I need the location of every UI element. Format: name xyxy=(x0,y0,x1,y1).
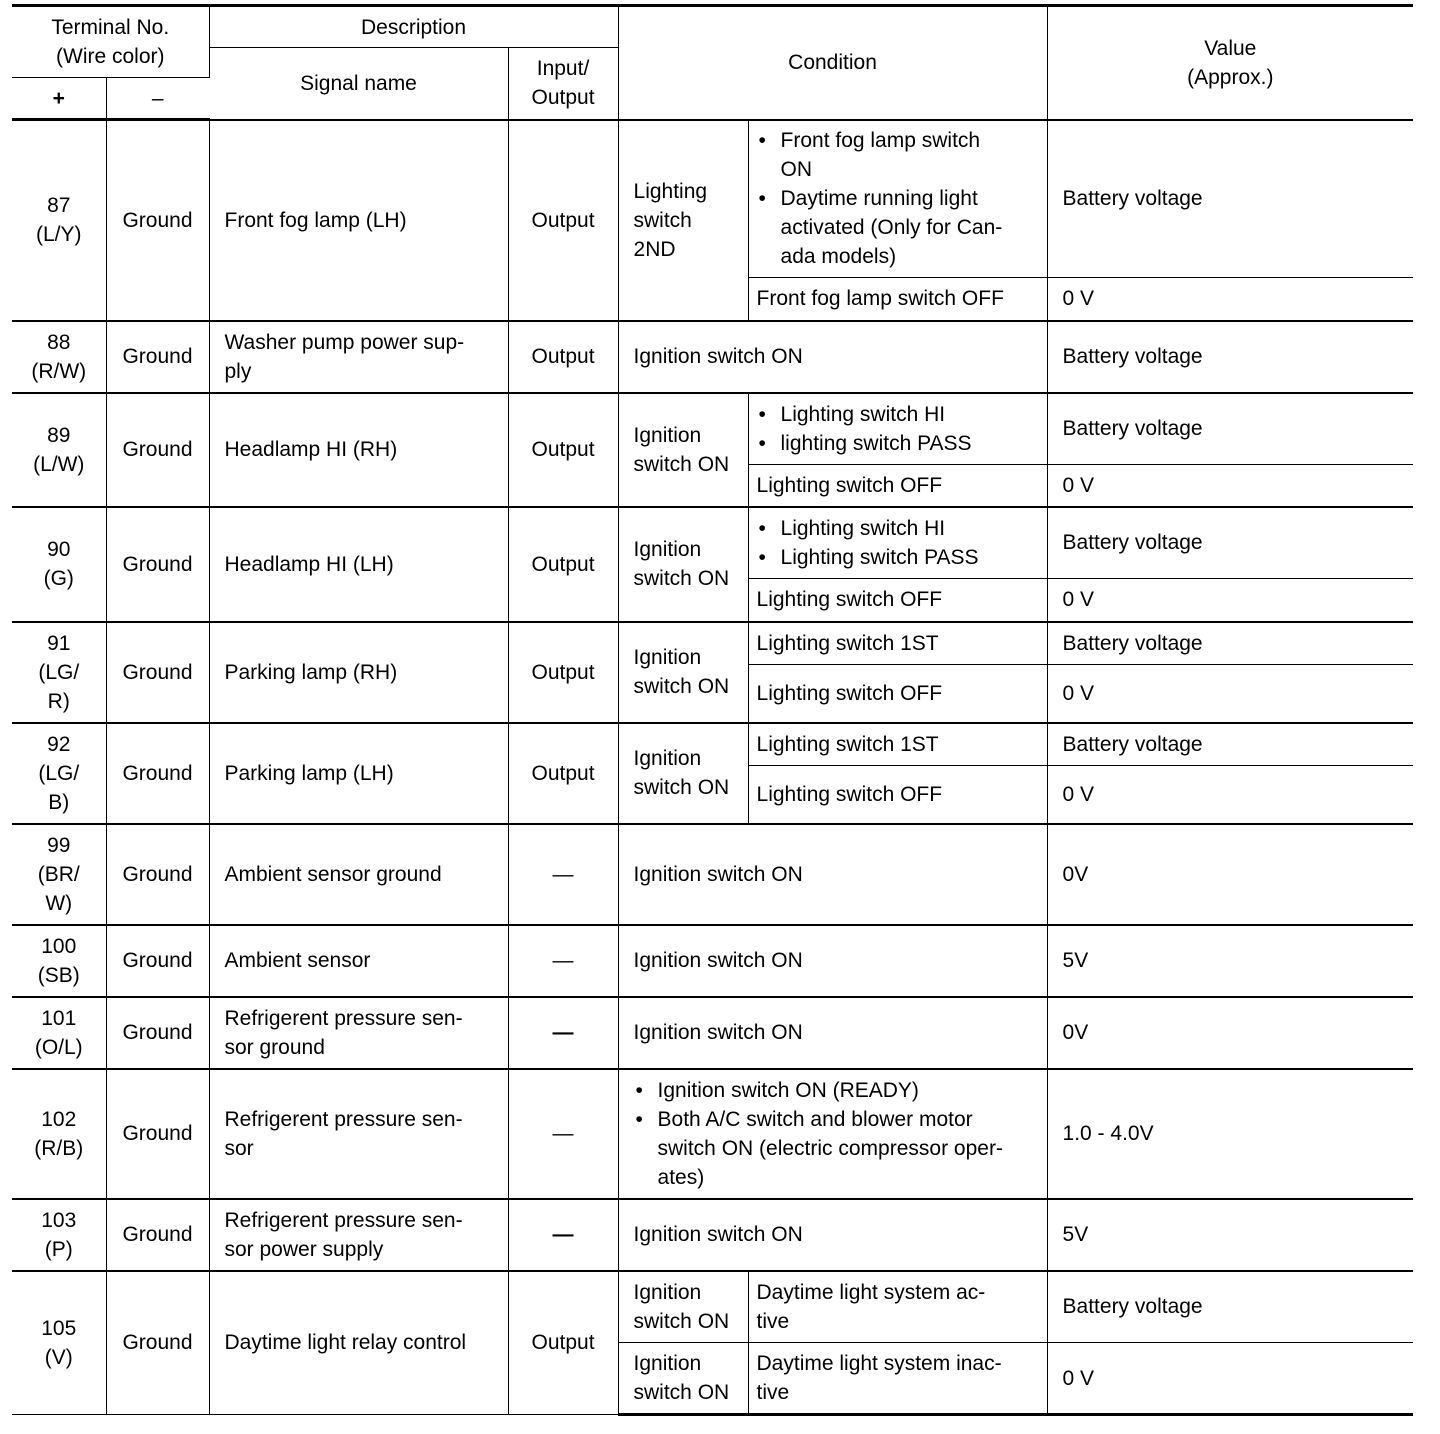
condition-main-line: switch ON xyxy=(633,1381,730,1404)
io-type: — xyxy=(508,824,618,925)
condition-main xyxy=(618,393,748,507)
terminal-number: 90 xyxy=(47,538,71,561)
condition-sub xyxy=(748,507,1047,579)
signal-name xyxy=(209,997,508,1069)
io-type: Output xyxy=(508,393,618,507)
terminal-number: 101 xyxy=(41,1006,77,1030)
value-cell: 0 V xyxy=(1047,579,1413,622)
condition-bullet: • lighting switch PASS xyxy=(757,429,1039,458)
wire-color: (P) xyxy=(44,1237,73,1261)
table-row xyxy=(12,393,1413,465)
wire-color: (SB) xyxy=(37,963,80,987)
condition-bullet: • Lighting switch HI xyxy=(757,514,1039,543)
condition-main xyxy=(618,1271,748,1343)
condition-main xyxy=(618,507,748,622)
signal-name: Front fog lamp (LH) xyxy=(209,120,508,321)
minus-terminal: Ground xyxy=(106,622,209,723)
condition-bullet: • Lighting switch PASS xyxy=(757,543,1039,572)
condition-sub: Lighting switch 1ST xyxy=(748,622,1047,665)
table-row xyxy=(12,723,1413,766)
value-cell: 0 V xyxy=(1047,278,1413,321)
signal-line: Washer pump power sup- xyxy=(224,330,465,354)
value-cell: 0 V xyxy=(1047,1343,1413,1415)
condition-sub xyxy=(748,393,1047,465)
io-type: — xyxy=(508,1199,618,1271)
io-type: Output xyxy=(508,120,618,321)
minus-terminal: Ground xyxy=(106,120,209,321)
signal-name xyxy=(209,321,508,393)
table-row xyxy=(12,1271,1413,1343)
condition-cell: Ignition switch ON xyxy=(618,824,1047,925)
condition-sub: Lighting switch OFF xyxy=(748,665,1047,723)
terminal-no-label: Terminal No. xyxy=(51,16,170,39)
signal-line: Refrigerent pressure sen- xyxy=(224,1006,463,1030)
value-cell: Battery voltage xyxy=(1047,622,1413,665)
io-type: — xyxy=(508,925,618,997)
bullet-line: • Daytime running light xyxy=(780,187,978,211)
condition-sub: Lighting switch 1ST xyxy=(748,723,1047,766)
condition-main xyxy=(618,1343,748,1415)
condition-header: Condition xyxy=(618,6,1047,120)
condition-main xyxy=(618,120,748,321)
terminal-cell xyxy=(12,393,106,507)
signal-name: Daytime light relay control xyxy=(209,1271,508,1415)
signal-name: Ambient sensor ground xyxy=(209,824,508,925)
wire-color-label: (Wire color) xyxy=(56,45,165,68)
condition-main-line: switch ON xyxy=(633,776,730,799)
condition-main-line: switch ON xyxy=(633,1309,730,1333)
signal-line: sor ground xyxy=(224,1035,325,1059)
condition-sub-line: Daytime light system ac- xyxy=(756,1280,986,1304)
approx-label: (Approx.) xyxy=(1187,65,1274,89)
terminal-cell xyxy=(12,622,106,723)
value-cell: 1.0 - 4.0V xyxy=(1047,1069,1413,1199)
minus-terminal: Ground xyxy=(106,824,209,925)
value-cell: Battery voltage xyxy=(1047,1271,1413,1343)
terminal-cell xyxy=(12,925,106,997)
condition-main xyxy=(618,723,748,824)
condition-cell: Ignition switch ON xyxy=(618,1199,1047,1271)
table-row xyxy=(12,321,1413,393)
condition-main-line: Ignition xyxy=(633,646,702,669)
condition-main-line: Ignition xyxy=(633,1352,702,1375)
terminal-number: 89 xyxy=(47,423,71,447)
bullet-line: • Ignition switch ON (READY) xyxy=(657,1078,919,1102)
bullet-line: • Both A/C switch and blower motor xyxy=(657,1107,973,1131)
wire-color: (O/L) xyxy=(34,1035,83,1059)
terminal-no-header xyxy=(12,6,209,78)
value-header xyxy=(1047,6,1413,120)
signal-name: Headlamp HI (LH) xyxy=(209,507,508,622)
condition-sub xyxy=(748,120,1047,278)
value-cell: Battery voltage xyxy=(1047,321,1413,393)
signal-name: Parking lamp (LH) xyxy=(209,723,508,824)
io-type: Output xyxy=(508,507,618,622)
minus-terminal: Ground xyxy=(106,507,209,622)
condition-bullet xyxy=(757,126,1039,184)
wire-color: (L/Y) xyxy=(35,223,82,247)
condition-sub xyxy=(748,1343,1047,1415)
terminal-number: 100 xyxy=(41,934,77,958)
minus-terminal: Ground xyxy=(106,1069,209,1199)
input-output-header xyxy=(508,48,618,120)
wire-color: (V) xyxy=(44,1345,73,1369)
bullet-line: switch ON (electric compressor oper- xyxy=(657,1136,1003,1160)
condition-main-line: switch ON xyxy=(633,452,730,476)
wire-color: (R/B) xyxy=(34,1136,84,1160)
terminal-cell xyxy=(12,723,106,824)
value-cell: 0V xyxy=(1047,824,1413,925)
io-type: Output xyxy=(508,723,618,824)
condition-bullet: • Lighting switch HI xyxy=(757,400,1039,429)
minus-terminal: Ground xyxy=(106,925,209,997)
condition-main-line: Ignition xyxy=(633,538,702,561)
io-type: Output xyxy=(508,1271,618,1415)
io-type: Output xyxy=(508,622,618,723)
terminal-number: 92 xyxy=(47,732,71,756)
description-header: Description xyxy=(209,6,618,48)
terminal-cell xyxy=(12,1069,106,1199)
condition-sub-line: Daytime light system inac- xyxy=(756,1352,1002,1375)
condition-main-line: Lighting xyxy=(633,179,708,203)
value-cell: Battery voltage xyxy=(1047,723,1413,766)
minus-terminal: Ground xyxy=(106,1199,209,1271)
condition-main-line: switch ON xyxy=(633,567,730,590)
signal-line: Refrigerent pressure sen- xyxy=(224,1107,463,1131)
condition-main-line: 2ND xyxy=(633,237,676,261)
minus-terminal: Ground xyxy=(106,393,209,507)
plus-header: + xyxy=(12,78,106,120)
output-label: Output xyxy=(531,86,595,110)
wire-color: B) xyxy=(48,790,70,814)
wire-color: (R/W) xyxy=(31,359,87,383)
minus-terminal: Ground xyxy=(106,321,209,393)
terminal-cell xyxy=(12,1271,106,1415)
signal-name: Ambient sensor xyxy=(209,925,508,997)
condition-sub-line: tive xyxy=(756,1381,790,1404)
terminal-cell xyxy=(12,507,106,622)
signal-name: Headlamp HI (RH) xyxy=(209,393,508,507)
minus-terminal: Ground xyxy=(106,1271,209,1415)
terminal-number: 105 xyxy=(41,1316,77,1340)
wire-color: R) xyxy=(47,689,70,713)
terminal-number: 91 xyxy=(47,631,71,655)
value-cell: Battery voltage xyxy=(1047,507,1413,579)
terminal-number: 102 xyxy=(41,1107,77,1131)
signal-name: Parking lamp (RH) xyxy=(209,622,508,723)
terminal-cell xyxy=(12,120,106,321)
condition-sub: Front fog lamp switch OFF xyxy=(748,278,1047,321)
io-type: — xyxy=(508,1069,618,1199)
wire-color: W) xyxy=(45,891,73,915)
terminal-spec-table xyxy=(12,4,1413,1416)
table-row xyxy=(12,1069,1413,1199)
terminal-number: 103 xyxy=(41,1208,77,1232)
table-row xyxy=(12,622,1413,665)
condition-main xyxy=(618,622,748,723)
condition-cell: Ignition switch ON xyxy=(618,997,1047,1069)
condition-bullet xyxy=(634,1076,1043,1105)
condition-sub: Lighting switch OFF xyxy=(748,579,1047,622)
minus-terminal: Ground xyxy=(106,997,209,1069)
terminal-cell xyxy=(12,997,106,1069)
minus-header: – xyxy=(106,78,209,120)
value-cell: 5V xyxy=(1047,1199,1413,1271)
table-row xyxy=(12,120,1413,278)
bullet-line: activated (Only for Can- xyxy=(780,216,1003,240)
condition-bullet xyxy=(634,1105,1043,1192)
wire-color: (G) xyxy=(43,567,74,590)
signal-name-header: Signal name xyxy=(209,48,508,120)
value-cell: 0 V xyxy=(1047,465,1413,507)
terminal-number: 99 xyxy=(47,833,71,857)
condition-cell: Ignition switch ON xyxy=(618,925,1047,997)
signal-line: sor power supply xyxy=(224,1237,384,1261)
wire-color: (BR/ xyxy=(37,862,80,886)
value-label: Value xyxy=(1204,36,1257,60)
terminal-cell xyxy=(12,321,106,393)
condition-main-line: switch ON xyxy=(633,675,730,698)
io-type: — xyxy=(508,997,618,1069)
terminal-cell xyxy=(12,1199,106,1271)
table-row xyxy=(12,925,1413,997)
signal-name xyxy=(209,1199,508,1271)
terminal-number: 87 xyxy=(47,194,71,218)
terminal-cell xyxy=(12,824,106,925)
signal-name xyxy=(209,1069,508,1199)
value-cell: 0 V xyxy=(1047,665,1413,723)
table-row xyxy=(12,997,1413,1069)
minus-terminal: Ground xyxy=(106,723,209,824)
bullet-line: ON xyxy=(780,158,813,182)
value-cell: 5V xyxy=(1047,925,1413,997)
condition-cell: Ignition switch ON xyxy=(618,321,1047,393)
table-row xyxy=(12,1199,1413,1271)
signal-line: Refrigerent pressure sen- xyxy=(224,1208,463,1232)
condition-main-line: Ignition xyxy=(633,747,702,770)
value-cell: Battery voltage xyxy=(1047,393,1413,465)
table-row xyxy=(12,507,1413,579)
condition-main-line: Ignition xyxy=(633,1280,702,1304)
input-label: Input/ xyxy=(536,57,590,81)
terminal-number: 88 xyxy=(47,330,71,354)
condition-main-line: Ignition xyxy=(633,423,702,447)
value-cell: 0V xyxy=(1047,997,1413,1069)
table-row xyxy=(12,824,1413,925)
bullet-line: ates) xyxy=(657,1165,705,1189)
condition-sub-line: tive xyxy=(756,1309,790,1333)
condition-sub xyxy=(748,1271,1047,1343)
wire-color: (L/W) xyxy=(33,452,85,476)
wire-color: (LG/ xyxy=(38,761,80,785)
io-type: Output xyxy=(508,321,618,393)
condition-sub: Lighting switch OFF xyxy=(748,465,1047,507)
bullet-line: • Front fog lamp switch xyxy=(780,129,981,153)
condition-main-line: switch xyxy=(633,208,692,232)
wire-color: (LG/ xyxy=(38,660,80,684)
bullet-line: ada models) xyxy=(780,245,897,269)
value-cell: 0 V xyxy=(1047,766,1413,824)
value-cell: Battery voltage xyxy=(1047,120,1413,278)
condition-bullet xyxy=(757,184,1039,271)
condition-cell xyxy=(618,1069,1047,1199)
signal-line: ply xyxy=(224,359,252,383)
signal-line: sor xyxy=(224,1136,254,1160)
condition-sub: Lighting switch OFF xyxy=(748,766,1047,824)
